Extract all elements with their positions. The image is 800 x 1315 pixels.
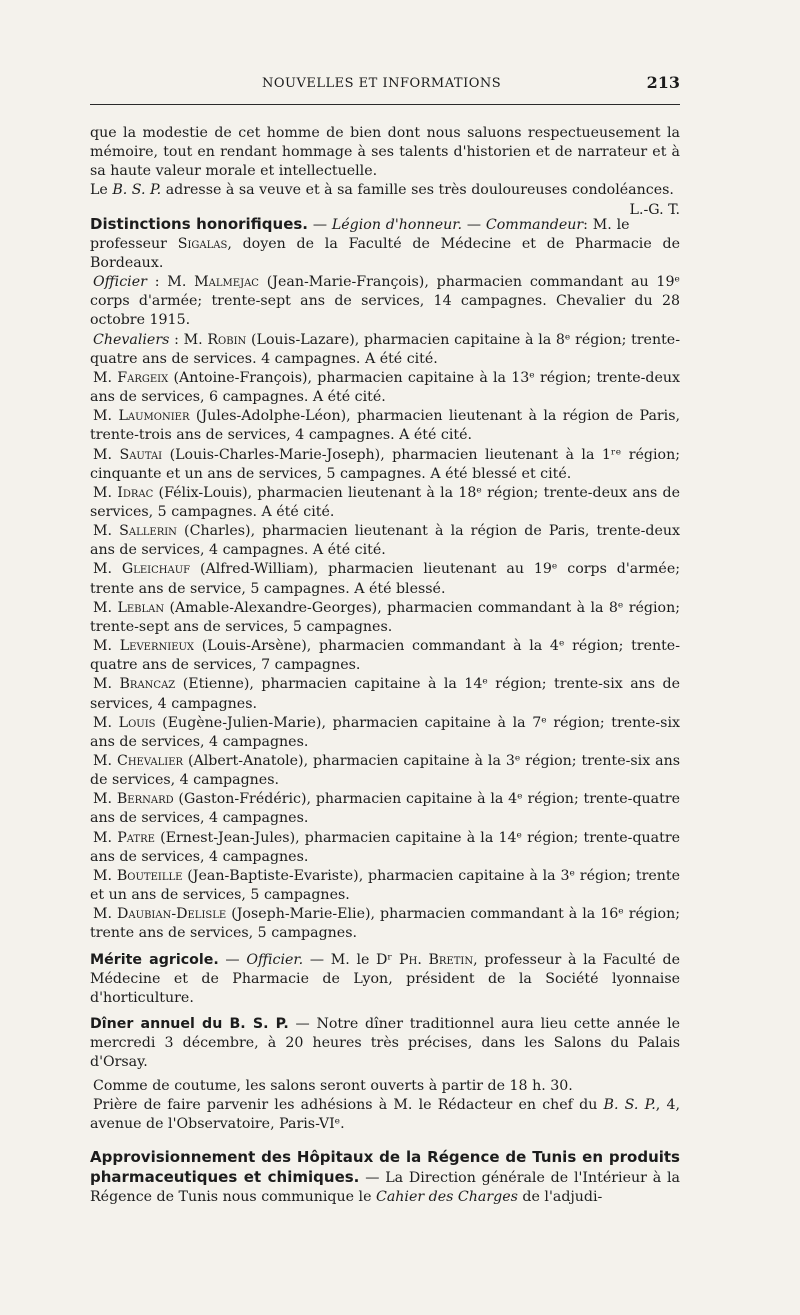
person-name: Fargeix [117, 369, 169, 386]
chevalier-entry: M. Idrac (Félix-Louis), pharmacien lieutenant à la 18ᵉ région; trente-deux ans de services, 5 campagnes. A été cité. [90, 484, 680, 520]
distinctions-paragraph: Distinctions honorifiques. — Légion d'honneur. — Commandeur: M. le professeur Sigalas, doyen de la Faculté de Médecine et de Pharmacie de Bordeaux. [90, 214, 680, 271]
chevalier-entry: M. Sautai (Louis-Charles-Marie-Joseph), pharmacien lieutenant à la 1ʳᵉ région; cinquante et un ans de services, 5 campagnes. A été blessé et cité. [90, 446, 680, 482]
person-name: Malmejac [194, 274, 259, 291]
chevalier-entry: M. Bouteille (Jean-Baptiste-Evariste), pharmacien capitaine à la 3ᵉ région; trente et un ans de services, 5 campagnes. [90, 867, 681, 904]
section-heading: Mérite agricole. [90, 951, 219, 968]
obituary-paragraph: que la modestie de cet homme de bien dont nous saluons respectueusement la mémoire, tout en rendant hommage à ses talents d'historien et de narrateur et à sa haute valeur morale et intellectuelle. [90, 125, 680, 180]
officier-paragraph: Officier : M. Malmejac (Jean-Marie-François), pharmacien commandant au 19ᵉ corps d'armée; trente-sept ans de services, 14 campagnes. Chevalier du 28 octobre 1915. [90, 274, 680, 329]
section-heading: Approvisionnement des Hôpitaux de la Régence de Tunis en produits pharmaceutiques et chimiques. [90, 1147, 680, 1187]
page-number: 213 [646, 73, 680, 92]
chevalier-entry: M. Patre (Ernest-Jean-Jules), pharmacien capitaine à la 14ᵉ région; trente-quatre ans de services, 4 campagnes. [90, 829, 681, 865]
chevalier-entry: M. Levernieux (Louis-Arsène), pharmacien commandant à la 4ᵉ région; trente-quatre ans de services, 7 campagnes. [90, 638, 680, 674]
spacer [90, 1008, 680, 1015]
header-rule [90, 104, 680, 105]
chevalier-entry: M. Daubian-Delisle (Joseph-Marie-Elie), pharmacien commandant à la 16ᵉ région; trente ans de services, 5 campagnes. [90, 906, 681, 942]
person-name: Louis [118, 714, 156, 731]
page-header [90, 73, 680, 96]
section-heading: Distinctions honorifiques. [90, 214, 309, 233]
chevaliers-list [90, 331, 680, 944]
person-name: Daubian-Delisle [117, 906, 227, 923]
person-name: Levernieux [119, 638, 195, 655]
person-name: Brancaz [119, 676, 176, 693]
chevalier-entry: M. Leblan (Amable-Alexandre-Georges), pharmacien commandant à la 8ᵉ région; trente-sept ans de services, 5 campagnes. [90, 599, 681, 635]
chevalier-entry: M. Gleichauf (Alfred-William), pharmacien lieutenant au 19ᵉ corps d'armée; trente ans de service, 5 campagnes. A été blessé. [90, 561, 681, 597]
person-name: Bernard [116, 791, 174, 808]
signature: L.-G. T. [629, 201, 680, 218]
person-name: Robin [207, 331, 247, 348]
merite-paragraph: Mérite agricole. — Officier. — M. le Dʳ Ph. Bretin, professeur à la Faculté de Médecine et de Pharmacie de Lyon, président de la Société lyonnaise d'horticulture. [90, 951, 680, 1006]
tunis-paragraph: Approvisionnement des Hôpitaux de la Régence de Tunis en produits pharmaceutiques et chimiques. — La Direction générale de l'Intérieur à la Régence de Tunis nous communique le Cahier des Charges de l'adjudi- [90, 1147, 680, 1206]
spacer [90, 944, 680, 951]
person-name: Patre [117, 829, 155, 846]
chevalier-entry: M. Chevalier (Albert-Anatole), pharmacien capitaine à la 3ᵉ région; trente-six ans de services, 4 campagnes. [90, 753, 681, 789]
chevalier-entry: M. Laumonier (Jules-Adolphe-Léon), pharmacien lieutenant à la région de Paris, trente-trois ans de services, 4 campagnes. A été cité. [90, 408, 681, 444]
chevalier-entry: M. Bernard (Gaston-Frédéric), pharmacien capitaine à la 4ᵉ région; trente-quatre ans de services, 4 campagnes. [90, 791, 680, 827]
person-name: Gleichauf [121, 561, 191, 578]
chevalier-entry: Chevaliers : M. Robin (Louis-Lazare), pharmacien capitaine à la 8ᵉ région; trente-quatre ans de services. 4 campagnes. A été cité. [90, 331, 680, 367]
spacer [90, 201, 680, 215]
person-name: Idrac [117, 484, 154, 501]
diner-paragraph: Dîner annuel du B. S. P. — Notre dîner traditionnel aura lieu cette année le mercredi 3 décembre, à 20 heures très précises, dans les Salons du Palais d'Orsay. [90, 1016, 681, 1071]
section-heading: Dîner annuel du B. S. P. [90, 1016, 289, 1033]
article-body [90, 124, 680, 1207]
person-name: Sallerin [119, 523, 177, 540]
spacer [90, 1134, 680, 1148]
chevalier-entry: M. Fargeix (Antoine-François), pharmacien capitaine à la 13ᵉ région; trente-deux ans de services, 6 campagnes. A été cité. [90, 369, 681, 406]
person-name: Sautai [119, 446, 163, 463]
chevalier-entry: M. Brancaz (Etienne), pharmacien capitaine à la 14ᵉ région; trente-six ans de services, 4 campagnes. [90, 676, 681, 712]
condolence-paragraph: Le B. S. P. adresse à sa veuve et à sa famille ses très douloureuses condoléances. L.-G. T. [90, 181, 680, 200]
chevalier-entry: M. Louis (Eugène-Julien-Marie), pharmacien capitaine à la 7ᵉ région; trente-six ans de services, 4 campagnes. [90, 714, 680, 750]
person-name: Chevalier [116, 753, 184, 769]
diner-paragraph-3: Prière de faire parvenir les adhésions à M. le Rédacteur en chef du B. S. P., 4, avenue de l'Observatoire, Paris-VIᵉ. [90, 1096, 680, 1132]
person-name: Sigalas [177, 235, 228, 252]
diner-paragraph-2: Comme de coutume, les salons seront ouverts à partir de 18 h. 30. [93, 1077, 573, 1094]
chevalier-entry: M. Sallerin (Charles), pharmacien lieutenant à la région de Paris, trente-deux ans de services, 4 campagnes. A été cité. [90, 523, 681, 559]
person-name: Leblan [117, 599, 165, 616]
person-name: Bouteille [116, 867, 183, 884]
person-name: Ph. Bretin [399, 951, 474, 968]
person-name: Laumonier [118, 408, 190, 425]
running-title: NOUVELLES ET INFORMATIONS [262, 76, 502, 91]
